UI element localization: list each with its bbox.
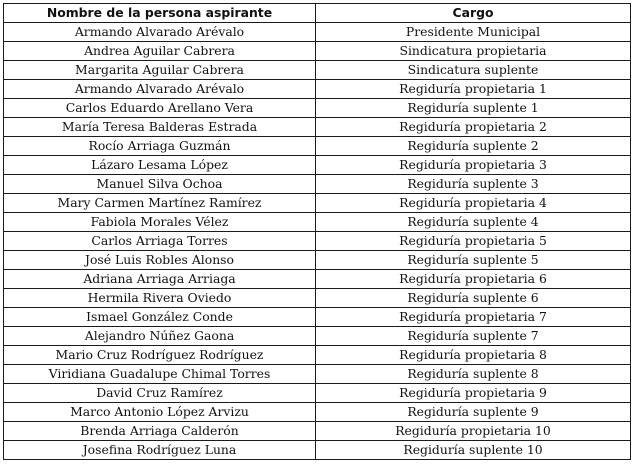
- table-row: [4, 175, 631, 194]
- candidate-name-cell: Carlos Arriaga Torres: [4, 232, 316, 251]
- position-cell: Regiduría propietaria 7: [316, 308, 631, 327]
- table-body: [4, 23, 631, 460]
- table-row: [4, 80, 631, 99]
- position-cell: Regiduría propietaria 3: [316, 156, 631, 175]
- position-cell: Regiduría propietaria 5: [316, 232, 631, 251]
- candidate-name-cell: Carlos Eduardo Arellano Vera: [4, 99, 316, 118]
- position-cell: Regiduría propietaria 1: [316, 80, 631, 99]
- candidate-name-cell: Manuel Silva Ochoa: [4, 175, 316, 194]
- candidate-name-cell: David Cruz Ramírez: [4, 384, 316, 403]
- position-cell: Regiduría suplente 4: [316, 213, 631, 232]
- candidate-name-cell: Armando Alvarado Arévalo: [4, 80, 316, 99]
- position-cell: Regiduría suplente 1: [316, 99, 631, 118]
- candidates-table: [3, 3, 631, 460]
- candidate-name-cell: Mario Cruz Rodríguez Rodríguez: [4, 346, 316, 365]
- candidate-name-cell: María Teresa Balderas Estrada: [4, 118, 316, 137]
- table-row: [4, 42, 631, 61]
- table-row: [4, 308, 631, 327]
- candidate-name-cell: Margarita Aguilar Cabrera: [4, 61, 316, 80]
- candidate-name-cell: José Luis Robles Alonso: [4, 251, 316, 270]
- table-row: [4, 61, 631, 80]
- position-cell: Regiduría propietaria 9: [316, 384, 631, 403]
- table-row: [4, 118, 631, 137]
- header-role: Cargo: [316, 4, 631, 23]
- table-row: [4, 251, 631, 270]
- candidate-name-cell: Viridiana Guadalupe Chimal Torres: [4, 365, 316, 384]
- position-cell: Regiduría propietaria 8: [316, 346, 631, 365]
- position-cell: Regiduría suplente 7: [316, 327, 631, 346]
- candidate-name-cell: Brenda Arriaga Calderón: [4, 422, 316, 441]
- table-row: [4, 365, 631, 384]
- table-row: [4, 156, 631, 175]
- position-cell: Regiduría suplente 9: [316, 403, 631, 422]
- position-cell: Regiduría suplente 10: [316, 441, 631, 460]
- candidate-name-cell: Lázaro Lesama López: [4, 156, 316, 175]
- table-row: [4, 23, 631, 42]
- position-cell: Regiduría suplente 8: [316, 365, 631, 384]
- position-cell: Regiduría propietaria 10: [316, 422, 631, 441]
- table-row: [4, 422, 631, 441]
- candidate-name-cell: Rocío Arriaga Guzmán: [4, 137, 316, 156]
- position-cell: Regiduría suplente 6: [316, 289, 631, 308]
- table-row: [4, 270, 631, 289]
- position-cell: Sindicatura suplente: [316, 61, 631, 80]
- position-cell: Regiduría propietaria 2: [316, 118, 631, 137]
- candidate-name-cell: Mary Carmen Martínez Ramírez: [4, 194, 316, 213]
- position-cell: Regiduría propietaria 4: [316, 194, 631, 213]
- candidate-name-cell: Alejandro Núñez Gaona: [4, 327, 316, 346]
- table-row: [4, 213, 631, 232]
- candidate-name-cell: Armando Alvarado Arévalo: [4, 23, 316, 42]
- table-row: [4, 289, 631, 308]
- candidate-name-cell: Adriana Arriaga Arriaga: [4, 270, 316, 289]
- candidate-name-cell: Ismael González Conde: [4, 308, 316, 327]
- table-row: [4, 346, 631, 365]
- candidate-name-cell: Hermila Rivera Oviedo: [4, 289, 316, 308]
- header-row: [4, 4, 631, 23]
- table-row: [4, 403, 631, 422]
- table-row: [4, 137, 631, 156]
- position-cell: Regiduría suplente 2: [316, 137, 631, 156]
- position-cell: Presidente Municipal: [316, 23, 631, 42]
- table-row: [4, 194, 631, 213]
- position-cell: Sindicatura propietaria: [316, 42, 631, 61]
- table-row: [4, 99, 631, 118]
- candidate-name-cell: Marco Antonio López Arvizu: [4, 403, 316, 422]
- position-cell: Regiduría suplente 3: [316, 175, 631, 194]
- table-row: [4, 384, 631, 403]
- candidate-name-cell: Fabiola Morales Vélez: [4, 213, 316, 232]
- position-cell: Regiduría suplente 5: [316, 251, 631, 270]
- table-row: [4, 441, 631, 460]
- candidate-name-cell: Josefina Rodríguez Luna: [4, 441, 316, 460]
- candidate-name-cell: Andrea Aguilar Cabrera: [4, 42, 316, 61]
- table-row: [4, 232, 631, 251]
- position-cell: Regiduría propietaria 6: [316, 270, 631, 289]
- table-header: [4, 4, 631, 23]
- header-name: Nombre de la persona aspirante: [4, 4, 316, 23]
- table-row: [4, 327, 631, 346]
